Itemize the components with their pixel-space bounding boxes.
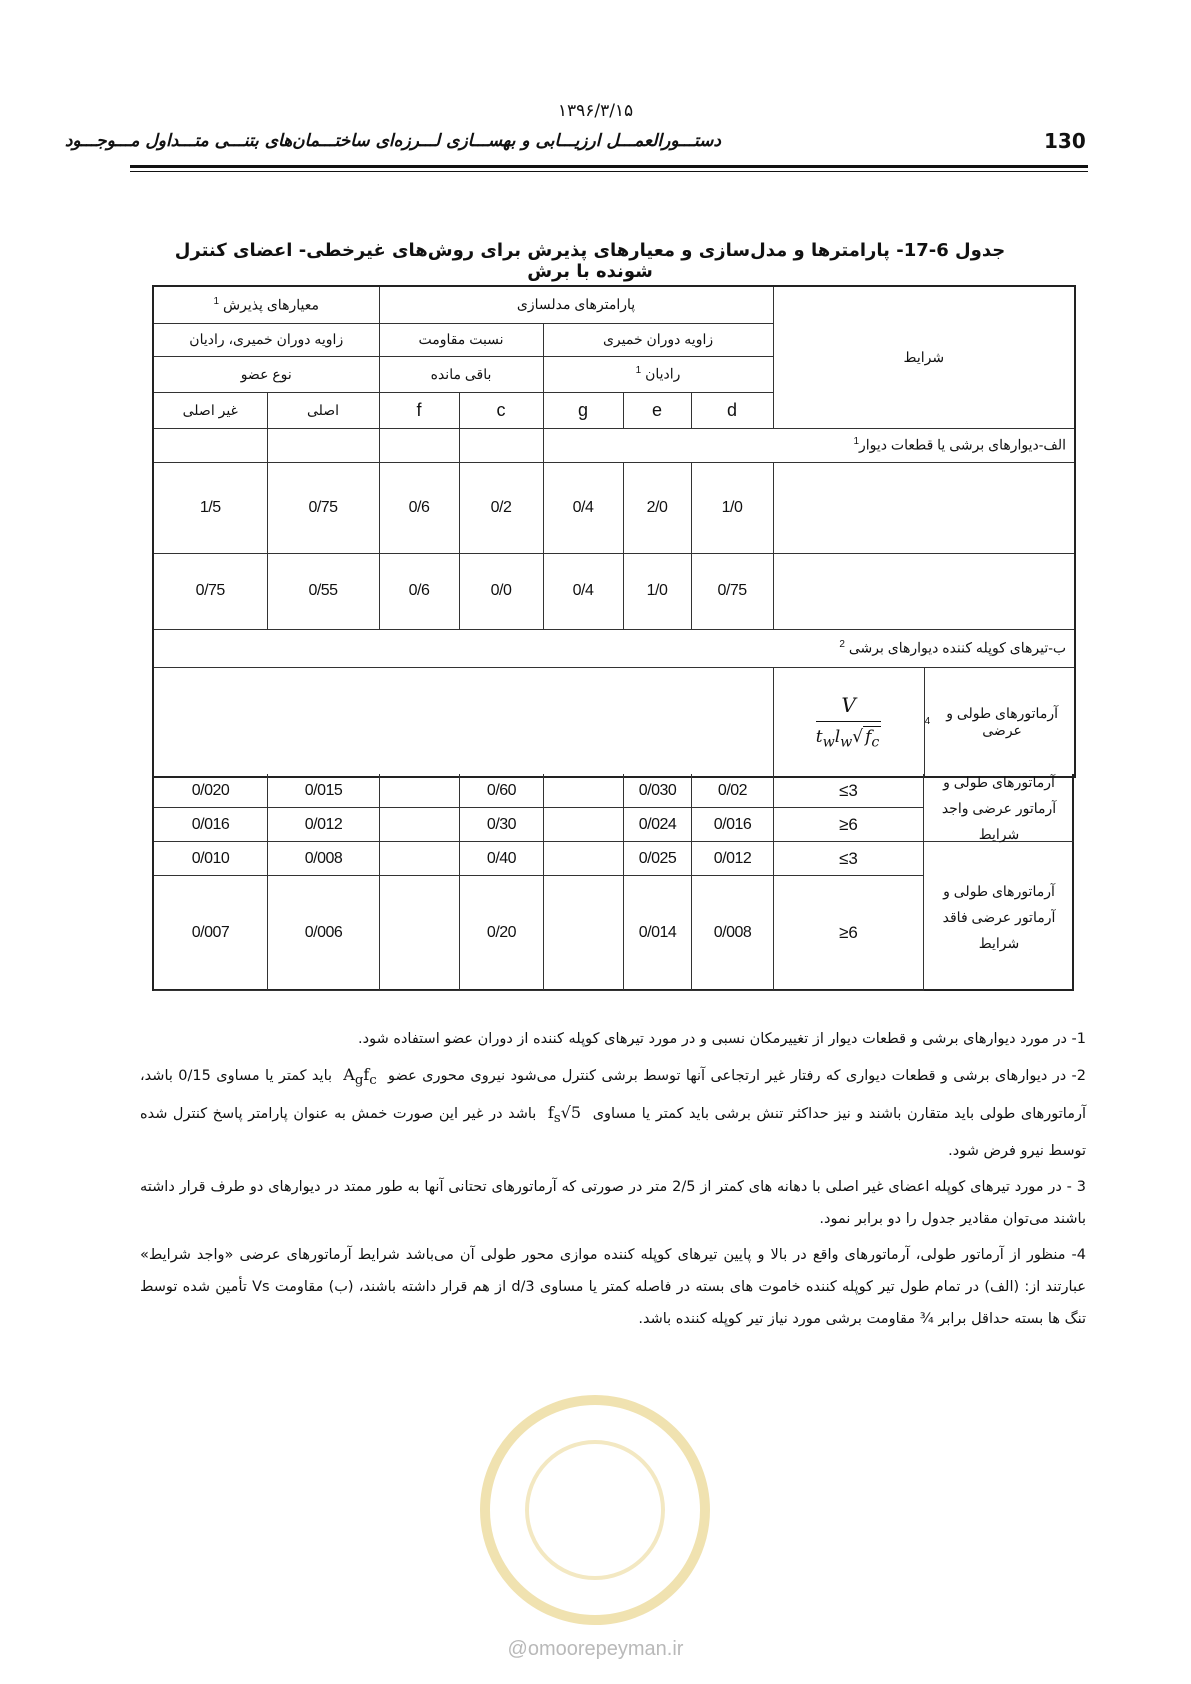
cell-primary: 0/015 — [268, 774, 380, 808]
note-3: 3 - در مورد تیرهای کوپله اعضای غیر اصلی با دهانه های کمتر از 2/5 متر در صورتی که آرماتورهای تحتانی آنها به طور ممتد در دیوارهای دو طرف قرار داشته باشند می‌توان مقادیر جدول را دو برابر نمود. — [140, 1179, 1086, 1228]
header-plastic-rotation-rad: زاویه دوران خمیری، رادیان — [153, 323, 379, 356]
shear-stress-formula: V $t_wl_w√$ $f_c$ — [774, 668, 925, 776]
header-date: ۱۳۹۶/۳/۱۵ — [557, 101, 634, 121]
group-unqualified-label: آرماتورهای طولی و آرماتور عرضی فاقد شرایط — [942, 882, 1056, 951]
header-title: دستـــورالعمـــل ارزیـــابی و بهســـازی لـــرزه‌ای ساختـــمان‌های بتنـــی متـــداول مـــوجـــود — [64, 131, 721, 151]
cell-d: 0/016 — [692, 808, 774, 842]
cell-d: 0/02 — [692, 774, 774, 808]
cell-g — [544, 808, 624, 842]
cell-g — [544, 876, 624, 991]
cell-f — [380, 774, 460, 808]
reinforcement-label: آرماتورهای طولی و عرضی 4 — [924, 704, 1058, 738]
section-a-title: الف-دیوارهای برشی یا قطعات دیوار$^1$ — [543, 428, 1075, 462]
cell-condition: ≤3 — [774, 774, 924, 808]
header-modeling-parameters: پارامترهای مدلسازی — [379, 286, 773, 323]
group-qualified-label: آرماتورهای طولی و آرماتور عرضی واجد شرایط — [924, 774, 1074, 842]
cell-e: 0/024 — [624, 808, 692, 842]
cell-c: 0/40 — [460, 842, 544, 876]
cell-f — [380, 876, 460, 991]
cell-secondary: 0/007 — [154, 876, 268, 991]
header-residual-strength-ratio: نسبت مقاومت — [379, 323, 543, 356]
table-row: 1/5 0/75 0/6 0/2 0/4 2/0 1/0 — [153, 462, 1075, 553]
header-c: c — [459, 392, 543, 428]
cell-f — [380, 808, 460, 842]
header-rule — [130, 165, 1088, 168]
table-caption: جدول 6-17- پارامترها و مدل‌سازی و معیارهای پذیرش برای روش‌های غیرخطی- اعضای کنترل شونده با برش — [174, 240, 1006, 282]
cell-primary: 0/008 — [268, 842, 380, 876]
cell-c: 0/60 — [460, 774, 544, 808]
cell-condition: ≥6 — [774, 876, 924, 991]
cell-condition: ≤3 — [774, 842, 924, 876]
header-f: f — [379, 392, 459, 428]
cell-d: 0/012 — [692, 842, 774, 876]
coupling-beam-rows — [152, 774, 1074, 991]
cell-e: 0/025 — [624, 842, 692, 876]
watermark-text: @omoorepeyman.ir — [507, 1638, 684, 1660]
cell-d: 0/008 — [692, 876, 774, 991]
header-plastic-rotation: زاویه دوران خمیری — [543, 323, 773, 356]
cell-secondary: 0/020 — [154, 774, 268, 808]
cell-f — [380, 842, 460, 876]
header-acceptance-criteria: معیارهای پذیرش $^1$ — [153, 286, 379, 323]
cell-g — [544, 774, 624, 808]
page-number: 130 — [1044, 129, 1086, 153]
note-2: 2- در دیوارهای برشی و قطعات دیواری که رفتار غیر ارتجاعی آنها توسط برشی کنترل می‌شود نیروی محوری عضو $A_gf_c$ باید کمتر یا مساوی 0/15 باشد، آرماتورهای طولی باید متقارن باشند و نیز حداکثر تنش برشی باید کمتر یا مساوی $5√f_s$ باشد در غیر این صورت خمش به عنوان پارامتر پاسخ کنترل شده توسط نیرو فرض شود. — [140, 1065, 1087, 1160]
cell-primary: 0/012 — [268, 808, 380, 842]
watermark-seal-inner — [525, 1440, 665, 1580]
acceptance-table — [152, 285, 1076, 778]
header-primary: اصلی — [267, 392, 379, 428]
cell-primary: 0/006 — [268, 876, 380, 991]
header-e: e — [623, 392, 691, 428]
header-residual: باقی مانده — [379, 356, 543, 392]
header-secondary: غیر اصلی — [153, 392, 267, 428]
section-b-title: ب-تیرهای کوپله کننده دیوارهای برشی $^2$ — [153, 629, 1075, 667]
cell-condition: ≥6 — [774, 808, 924, 842]
header-rule-thin — [130, 171, 1088, 172]
table-row: 0/75 0/55 0/6 0/0 0/4 1/0 0/75 — [153, 553, 1075, 629]
note-4: 4- منظور از آرماتور طولی، آرماتورهای واقع در بالا و پایین تیرهای کوپله کننده موازی محور طولی آن می‌باشد شرایط آرماتورهای عرضی «واجد شرایط» عبارتند از: (الف) در تمام طول تیر کوپله کننده خاموت های بسته در فاصله کمتر یا مساوی d/3 از هم قرار داشته باشند، (ب) مقاومت Vs تأمین شده توسط تنگ ها بسته حداقل برابر ¾ مقاومت برشی مورد نیاز تیر کوپله کننده باشد. — [140, 1247, 1086, 1328]
footnotes — [140, 1023, 1086, 1339]
header-d: d — [691, 392, 773, 428]
cell-e: 0/030 — [624, 774, 692, 808]
cell-secondary: 0/016 — [154, 808, 268, 842]
cell-e: 0/014 — [624, 876, 692, 991]
header-radian: رادیان $^1$ — [543, 356, 773, 392]
cell-secondary: 0/010 — [154, 842, 268, 876]
cell-c: 0/30 — [460, 808, 544, 842]
cell-g — [544, 842, 624, 876]
cell-c: 0/20 — [460, 876, 544, 991]
header-member-type: نوع عضو — [153, 356, 379, 392]
note-1: 1- در مورد دیوارهای برشی و قطعات دیوار از تغییرمکان نسبی و در مورد تیرهای کوپله کننده از دوران عضو استفاده شود. — [358, 1031, 1086, 1047]
header-conditions: شرایط — [773, 286, 1075, 428]
header-g: g — [543, 392, 623, 428]
